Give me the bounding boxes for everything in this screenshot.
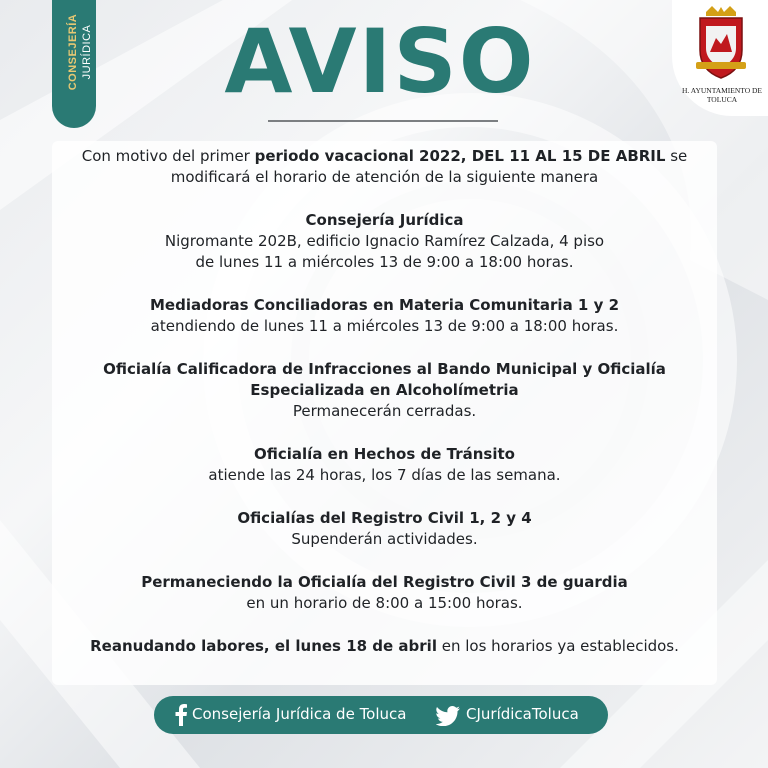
schedule-block [52,359,717,422]
block-line: atiende las 24 horas, los 7 días de las semana. [208,466,561,484]
closing-post: en los horarios ya establecidos. [436,637,679,655]
title-divider [268,120,498,122]
twitter-link[interactable]: CJurídicaToluca [466,705,579,723]
block-title: Oficialías del Registro Civil 1, 2 y 4 [237,509,532,527]
block-title: Mediadoras Conciliadoras en Materia Comunitaria 1 y 2 [149,296,620,314]
schedule-block [52,210,717,273]
block-title: Oficialía Calificadora de Infracciones al Bando Municipal y Oficialía Especializada en Alcoholímetria [103,360,666,399]
side-tab-line2: JURÍDICA [81,24,93,80]
social-footer [154,696,608,734]
side-tab-line1: CONSEJERÍA [67,13,79,91]
schedule-block [52,508,717,550]
notice-content [52,146,717,657]
block-line: Permanecerán cerradas. [292,402,477,420]
facebook-icon[interactable] [174,704,188,726]
intro-post: se modificará el horario de atención de la siguiente manera [170,147,688,186]
logo-text: H. AYUNTAMIENTO DE TOLUCA [681,86,763,104]
logo [672,0,768,116]
facebook-link[interactable]: Consejería Jurídica de Toluca [192,705,407,723]
intro-pre: Con motivo del primer [81,147,255,165]
side-tab [52,0,96,128]
schedule-block [52,295,717,337]
block-line: Supenderán actividades. [291,530,478,548]
schedule-block [52,444,717,486]
block-line: Nigromante 202B, edificio Ignacio Ramírez Calzada, 4 piso [164,232,605,250]
intro-highlight: periodo vacacional 2022, DEL 11 AL 15 DE ABRIL [254,147,666,165]
block-line: de lunes 11 a miércoles 13 de 9:00 a 18:00 horas. [195,253,574,271]
schedule-block [52,572,717,614]
toluca-coat-of-arms-icon [692,4,750,82]
block-title: Consejería Jurídica [305,211,464,229]
block-title: Oficialía en Hechos de Tránsito [254,445,515,463]
page-title: AVISO [224,10,536,113]
block-title: Permaneciendo la Oficialía del Registro Civil 3 de guardia [141,573,628,591]
twitter-icon[interactable] [436,706,460,726]
block-line: atendiendo de lunes 11 a miércoles 13 de 9:00 a 18:00 horas. [150,317,619,335]
closing-paragraph [52,636,717,657]
block-line: en un horario de 8:00 a 15:00 horas. [246,594,523,612]
intro-paragraph [52,146,717,188]
closing-highlight: Reanudando labores, el lunes 18 de abril [90,637,437,655]
